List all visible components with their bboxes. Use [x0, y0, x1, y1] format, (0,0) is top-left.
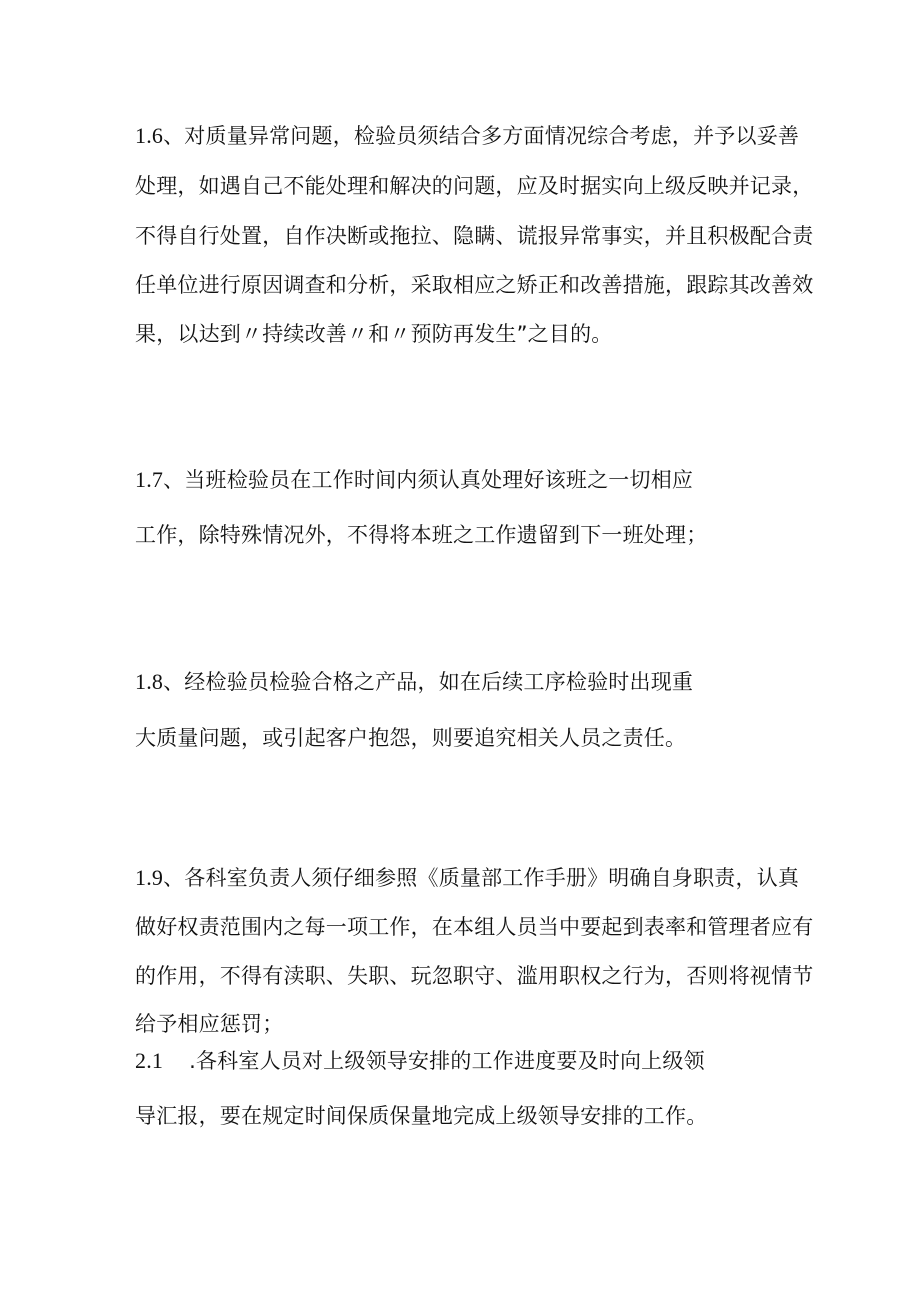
section-number: 1.8 — [135, 669, 164, 694]
section-1-6-line-4: 任单位进行原因调查和分析，采取相应之矫正和改善措施，跟踪其改善效 — [135, 273, 814, 297]
section-1-6-line-2: 处理，如遇自己不能处理和解决的问题，应及时据实向上级反映并记录， — [135, 174, 814, 198]
section-number: 1.9 — [135, 865, 164, 890]
paragraph-text: 、对质量异常问题，检验员须结合多方面情况综合考虑，并予以妥善 — [163, 124, 800, 148]
section-2-1-line-1 — [135, 1047, 705, 1075]
section-1-9-line-1 — [135, 864, 799, 892]
section-2-1-line-2: 导汇报，要在规定时间保质保量地完成上级领导安排的工作。 — [135, 1104, 708, 1128]
paragraph-text: 、各科室负责人须仔细参照《质量部工作手册》明确自身职责，认真 — [163, 866, 800, 890]
section-1-7-line-1 — [135, 466, 693, 494]
section-1-8-line-2: 大质量问题，或引起客户抱怨，则要追究相关人员之责任。 — [135, 726, 687, 750]
section-1-8-line-1 — [135, 668, 693, 696]
section-1-6-line-5: 果，以达到〃持续改善〃和〃预防再发生”之目的。 — [135, 322, 613, 346]
paragraph-text: 、当班检验员在工作时间内须认真处理好该班之一切相应 — [163, 468, 694, 492]
section-number: 2.1 — [135, 1048, 164, 1073]
section-1-7-line-2: 工作，除特殊情况外，不得将本班之工作遗留到下一班处理； — [135, 523, 708, 547]
section-number: 1.6 — [135, 123, 164, 148]
section-1-9-line-4: 给予相应惩罚； — [135, 1012, 284, 1036]
paragraph-text: .各科室人员对上级领导安排的工作进度要及时向上级领 — [189, 1049, 705, 1073]
section-1-6-line-1 — [135, 122, 799, 150]
section-number: 1.7 — [135, 467, 164, 492]
paragraph-text: 、经检验员检验合格之产品，如在后续工序检验时出现重 — [163, 670, 694, 694]
section-1-9-line-3: 的作用，不得有渎职、失职、玩忽职守、滥用职权之行为，否则将视情节 — [135, 964, 814, 988]
section-1-9-line-2: 做好权责范围内之每一项工作，在本组人员当中要起到表率和管理者应有 — [135, 915, 814, 939]
section-1-6-line-3: 不得自行处置，自作决断或拖拉、隐瞒、谎报异常事实，并且积极配合责 — [135, 224, 814, 248]
